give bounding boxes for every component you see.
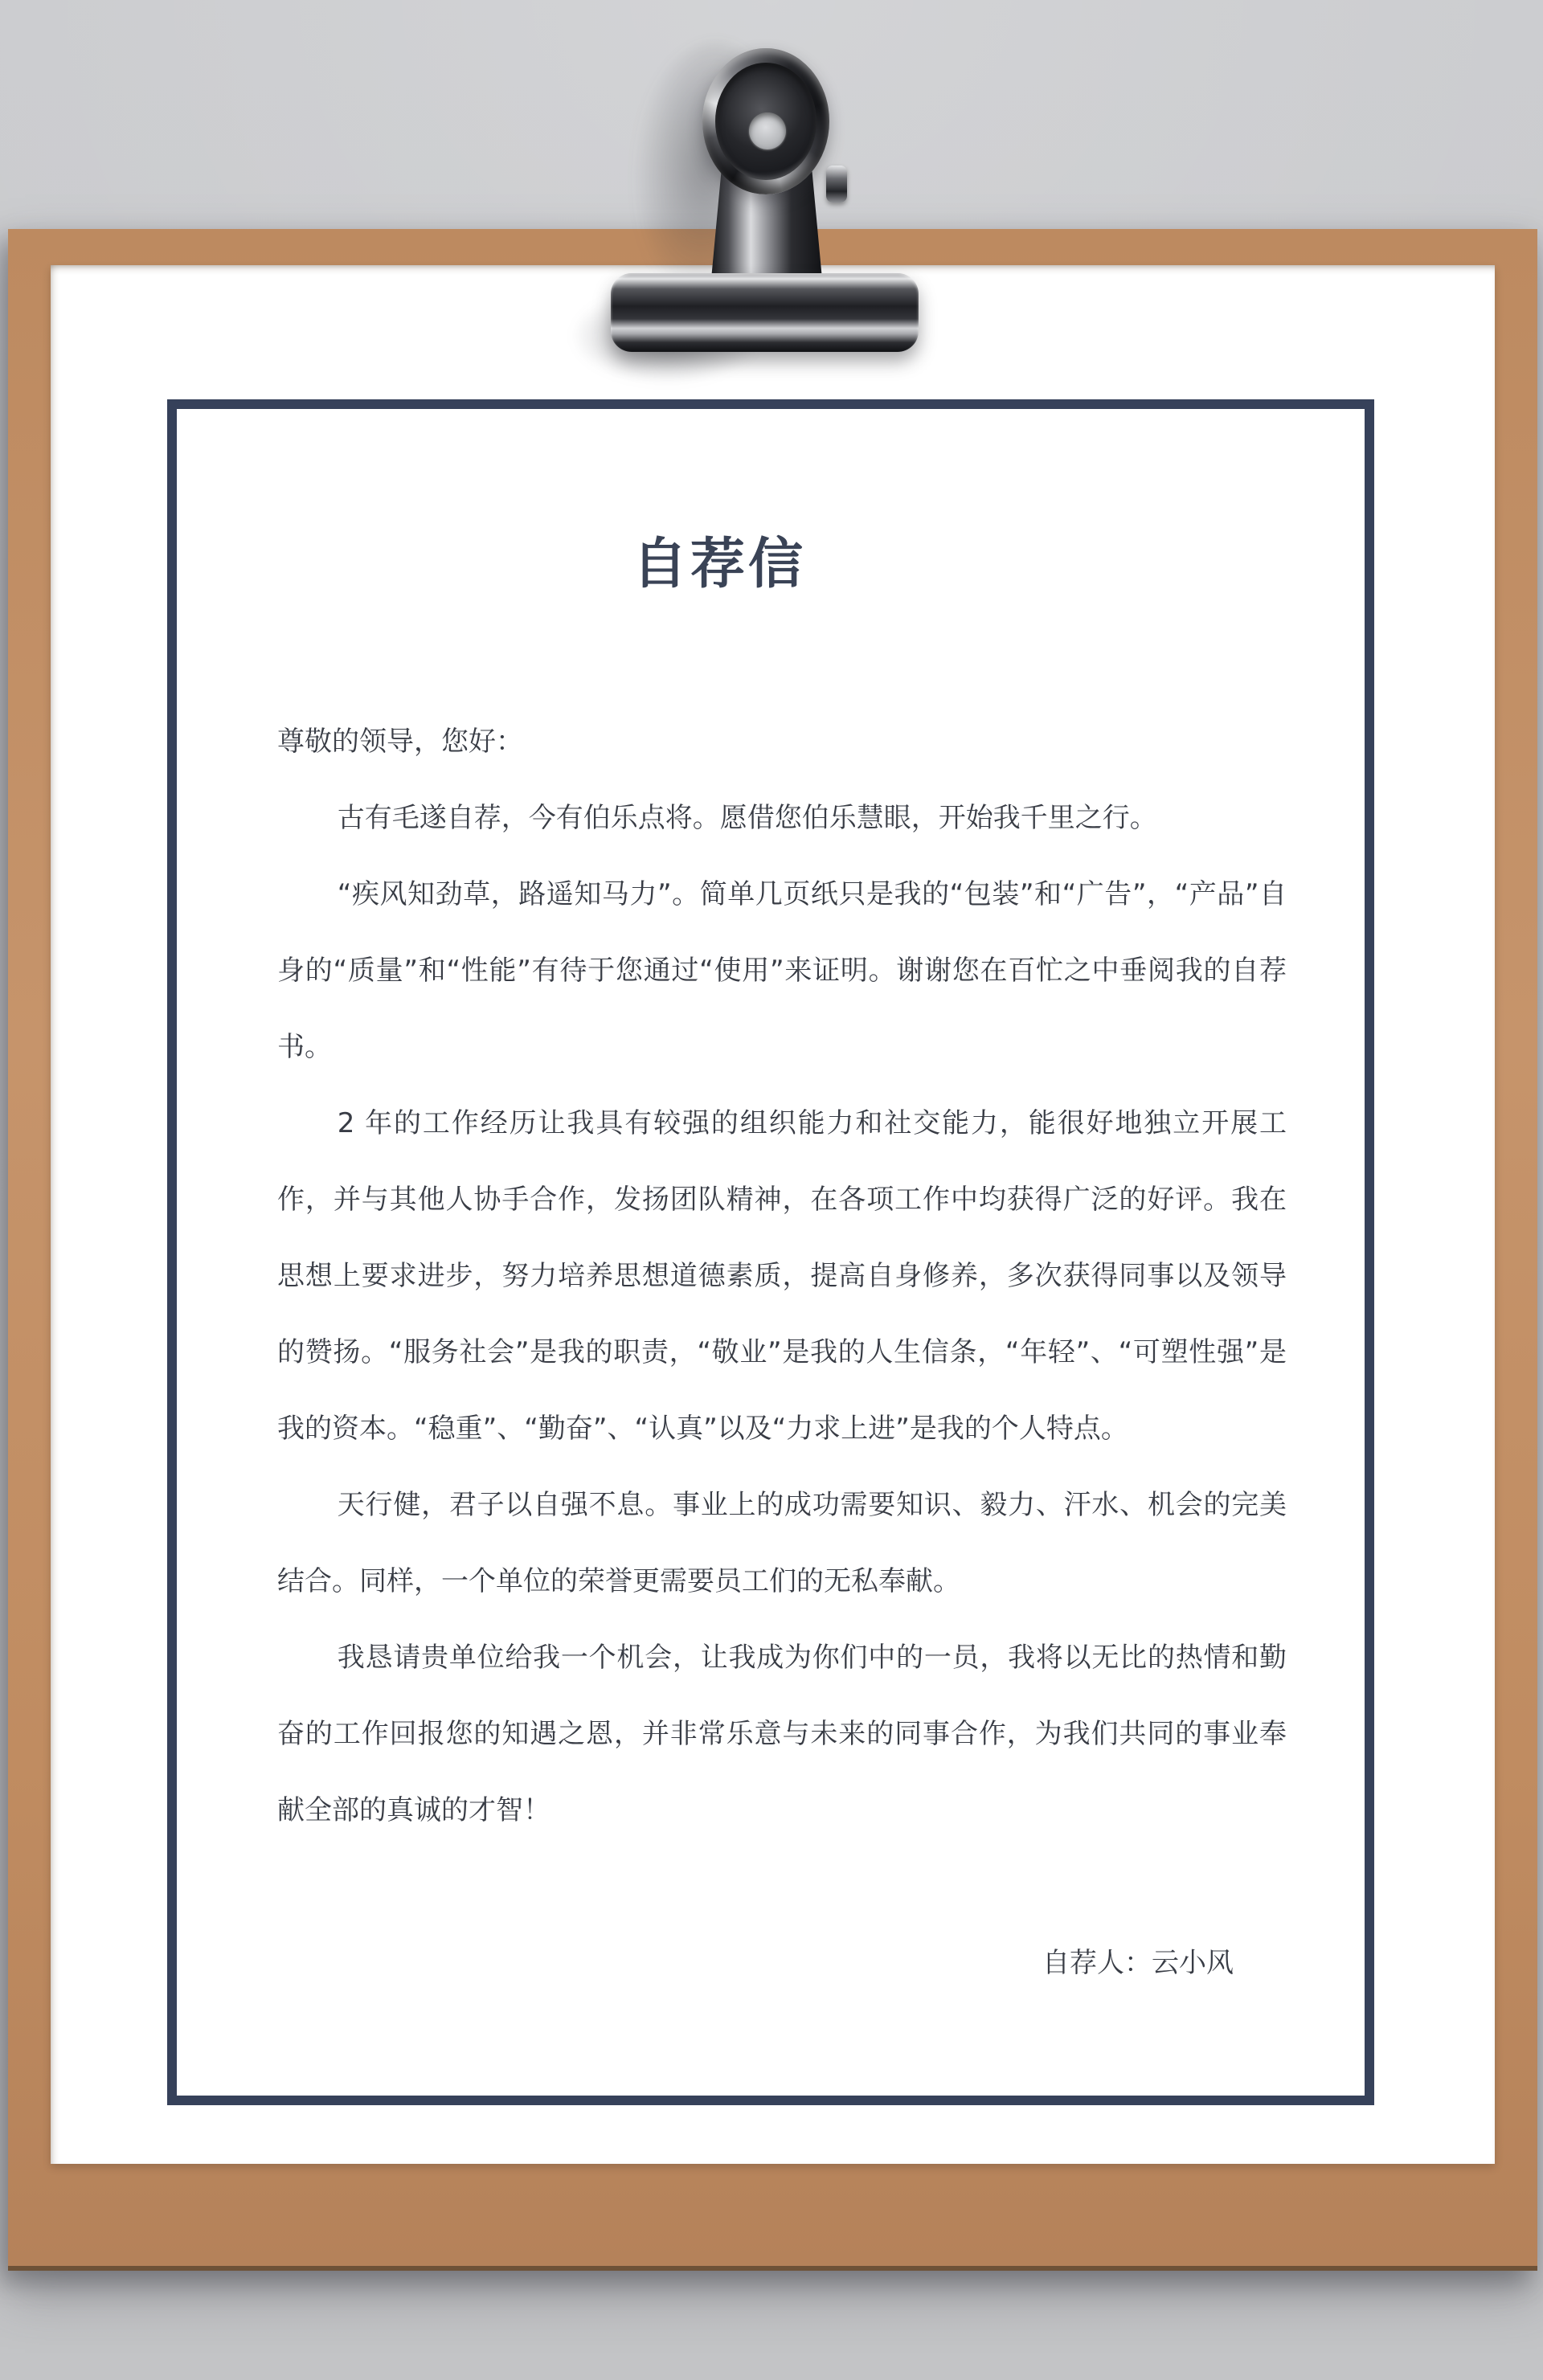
greeting-line: 尊敬的领导，您好：	[277, 726, 523, 758]
letter-paragraph: “疾风知劲草，路遥知马力”。简单几页纸只是我的“包装”和“广告”，“产品”自身的“质量”和“性能”有待于您通过“使用”来证明。谢谢您在百忙之中垂阅我的自荐书。	[277, 878, 1287, 1063]
letter-title: 自荐信	[632, 533, 806, 596]
letter-paragraph: 天行健，君子以自强不息。事业上的成功需要知识、毅力、汗水、机会的完美结合。同样，一个单位的荣誉更需要员工们的无私奉献。	[277, 1489, 1287, 1597]
clip-bar	[611, 273, 919, 352]
letter-paragraph: 2 年的工作经历让我具有较强的组织能力和社交能力，能很好地独立开展工作，并与其他人协手合作，发扬团队精神，在各项工作中均获得广泛的好评。我在思想上要求进步，努力培养思想道德素质，提高自身修养，多次获得同事以及领导的赞扬。“服务社会”是我的职责，“敬业”是我的人生信条，“年轻”、“可塑性强”是我的资本。“稳重”、“勤奋”、“认真”以及“力求上进”是我的个人特点。	[277, 1107, 1287, 1445]
letter-paragraph: 我恳请贵单位给我一个机会，让我成为你们中的一员，我将以无比的热情和勤奋的工作回报您的知遇之恩，并非常乐意与未来的同事合作，为我们共同的事业奉献全部的真诚的才智！	[277, 1642, 1287, 1826]
binder-clip	[608, 47, 923, 355]
letter-paragraph: 古有毛遂自荐，今有伯乐点将。愿借您伯乐慧眼，开始我千里之行。	[337, 802, 1157, 834]
clip-center-hole	[749, 112, 786, 149]
clipboard	[8, 229, 1537, 2271]
letter-body	[277, 704, 1287, 2002]
clip-lever	[826, 166, 847, 202]
signature-line: 自荐人：云小风	[1042, 1947, 1234, 1979]
letter-paper	[51, 265, 1495, 2164]
